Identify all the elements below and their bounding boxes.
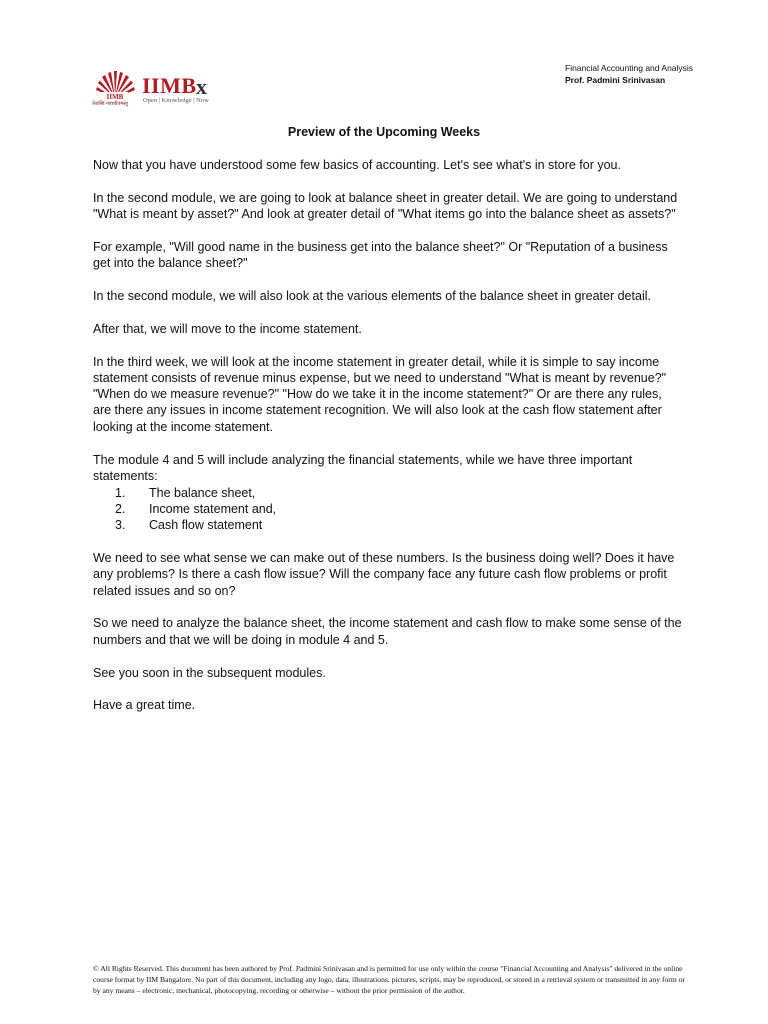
course-title: Financial Accounting and Analysis — [565, 63, 694, 73]
list-number: 2. — [115, 501, 126, 516]
list-number: 3. — [115, 518, 126, 533]
paragraph: In the third week, we will look at the income statement in greater detail, while it is simple to say income statement consists of revenue minus expense, but we need to understand "What is meant by revenue?" "When do we measure revenue?" "How do we take it in the income statement?" Or are there any rules, are there any issues in income statement recognition. We will also look at the cash flow statement after looking at the income statement. — [93, 354, 667, 434]
list-item — [93, 501, 683, 517]
author-name: Prof. Padmini Srinivasan — [565, 75, 666, 85]
emblem-label: IIMB — [106, 93, 124, 101]
logo-tagline: Open | Knowledge | Now — [143, 97, 209, 104]
paragraph: We need to see what sense we can make out of these numbers. Is the business doing well? Does it have any problems? Is there a cash flow issue? Will the company face any future cash flow problems or profit related issues and so on? — [93, 551, 675, 598]
iimbx-logo — [92, 70, 222, 108]
course-header — [565, 62, 693, 86]
paragraph: In the second module, we are going to look at balance sheet in greater detail. We are going to understand "What is meant by asset?" And look at greater detail of "What items go into the balance sheet as assets?" — [93, 190, 678, 222]
document-body — [93, 157, 683, 730]
paragraph: For example, "Will good name in the business get into the balance sheet?" Or "Reputation of a business get into the balance sheet?" — [93, 239, 668, 271]
logo-hindi-motto: तेजस्वि नावधीतमस्तु — [92, 101, 129, 107]
paragraph: So we need to analyze the balance sheet, the income statement and cash flow to make some sense of the numbers and that we will be doing in module 4 and 5. — [93, 616, 682, 647]
list-text: Cash flow statement — [149, 518, 263, 533]
logo-wordmark: IIMB — [142, 73, 197, 98]
paragraph: Now that you have understood some few basics of accounting. Let's see what's in store for you. — [93, 158, 621, 172]
copyright-footer: © All Rights Reserved. This document has been authored by Prof. Padmini Srinivasan and is permitted for use only within the course "Financial Accounting and Analysis" delivered in the online course format by IIM Bangalore. No part of this document, including any logo, data, illustrations, pictures, scripts, may be reproduced, or stored in a retrieval system or transmitted in any form or by any means – electronic, mechanical, photocopying, recording or otherwise – without the prior permission of the author. — [93, 964, 685, 995]
list-text: The balance sheet, — [149, 485, 256, 500]
logo-x-mark: x — [196, 74, 207, 99]
paragraph: In the second module, we will also look at the various elements of the balance sheet in greater detail. — [93, 288, 651, 303]
list-item — [93, 517, 683, 533]
page-title: Preview of the Upcoming Weeks — [287, 125, 481, 139]
statements-list — [93, 485, 683, 534]
list-number: 1. — [115, 485, 126, 500]
list-text: Income statement and, — [149, 501, 277, 516]
paragraph: Have a great time. — [93, 698, 196, 713]
paragraph: The module 4 and 5 will include analyzing the financial statements, while we have three important statements: — [93, 452, 633, 483]
paragraph: After that, we will move to the income statement. — [93, 321, 362, 336]
paragraph: See you soon in the subsequent modules. — [93, 665, 326, 680]
list-item — [93, 485, 683, 501]
